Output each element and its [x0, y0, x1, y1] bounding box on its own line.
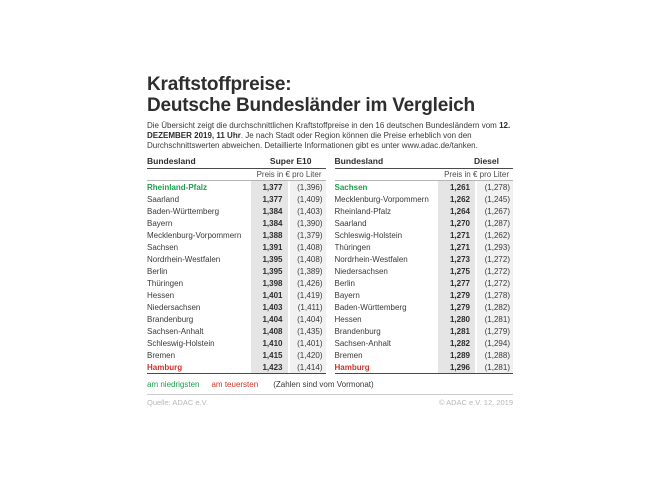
price-value: 1,280 — [438, 313, 475, 325]
table-row — [335, 181, 514, 193]
price-value: 1,391 — [251, 241, 288, 253]
description-date: 12. DEZEMBER 2019, 11 Uhr — [147, 121, 511, 140]
legend-lowest: am niedrigsten — [147, 380, 200, 389]
prev-month-value: (1,396) — [290, 181, 326, 193]
price-value: 1,270 — [438, 217, 475, 229]
price-value: 1,282 — [438, 337, 475, 349]
price-value: 1,289 — [438, 349, 475, 361]
table-row — [147, 289, 326, 301]
prev-month-value: (1,278) — [477, 289, 513, 301]
prev-month-value: (1,426) — [290, 277, 326, 289]
state-name: Sachsen — [147, 242, 179, 252]
state-name: Hessen — [334, 314, 362, 324]
state-name: Rheinland-Pfalz — [334, 206, 391, 216]
state-name: Sachsen-Anhalt — [147, 326, 204, 336]
state-name: Sachsen — [334, 182, 368, 192]
prev-month-value: (1,272) — [477, 277, 513, 289]
table-row — [335, 253, 514, 265]
prev-month-value: (1,401) — [290, 337, 326, 349]
table-row — [147, 301, 326, 313]
table-row — [335, 301, 514, 313]
fuel-table-diesel — [335, 156, 514, 374]
column-header-fuel: Super E10 — [269, 156, 312, 166]
state-name: Thüringen — [334, 242, 371, 252]
description — [147, 121, 513, 151]
state-name: Brandenburg — [334, 326, 381, 336]
state-name: Hamburg — [147, 362, 183, 372]
footer — [147, 394, 513, 407]
prev-month-value: (1,245) — [477, 193, 513, 205]
unit-label: Preis in € pro Liter — [335, 169, 514, 181]
price-value: 1,403 — [251, 301, 288, 313]
state-name: Saarland — [334, 218, 367, 228]
page-title-line1: Kraftstoffpreise: — [147, 74, 292, 95]
table-row — [335, 193, 514, 205]
table-body — [147, 181, 326, 374]
table-row — [147, 265, 326, 277]
price-value: 1,404 — [251, 313, 288, 325]
state-name: Berlin — [334, 278, 355, 288]
table-row — [147, 253, 326, 265]
state-name: Niedersachsen — [334, 266, 388, 276]
prev-month-value: (1,379) — [290, 229, 326, 241]
column-header-bundesland: Bundesland — [147, 156, 196, 166]
copyright-label: © ADAC e.V. 12. 2019 — [438, 398, 513, 407]
price-value: 1,271 — [438, 241, 475, 253]
state-name: Berlin — [147, 266, 168, 276]
prev-month-value: (1,281) — [477, 313, 513, 325]
prev-month-value: (1,420) — [290, 349, 326, 361]
price-value: 1,296 — [438, 361, 475, 373]
price-value: 1,384 — [251, 217, 288, 229]
prev-month-value: (1,414) — [290, 361, 326, 373]
infographic-content — [147, 74, 513, 407]
table-row — [335, 325, 514, 337]
price-value: 1,423 — [251, 361, 288, 373]
price-value: 1,262 — [438, 193, 475, 205]
table-row — [335, 337, 514, 349]
state-name: Baden-Württemberg — [334, 302, 407, 312]
price-value: 1,395 — [251, 265, 288, 277]
state-name: Schleswig-Holstein — [334, 230, 403, 240]
state-name: Hessen — [147, 290, 175, 300]
prev-month-value: (1,272) — [477, 253, 513, 265]
state-name: Nordrhein-Westfalen — [334, 254, 408, 264]
table-row — [335, 229, 514, 241]
price-value: 1,275 — [438, 265, 475, 277]
source-label: Quelle: ADAC e.V. — [147, 398, 209, 407]
description-part1: Die Übersicht zeigt die durchschnittlichen Kraftstoffpreise in den 16 deutschen Bundesländern vom — [147, 121, 500, 130]
table-row — [147, 181, 326, 193]
state-name: Nordrhein-Westfalen — [147, 254, 221, 264]
table-body — [335, 181, 514, 374]
table-row — [335, 217, 514, 229]
price-value: 1,377 — [251, 181, 288, 193]
price-value: 1,408 — [251, 325, 288, 337]
state-name: Niedersachsen — [147, 302, 201, 312]
prev-month-value: (1,390) — [290, 217, 326, 229]
prev-month-value: (1,435) — [290, 325, 326, 337]
prev-month-value: (1,272) — [477, 265, 513, 277]
price-value: 1,398 — [251, 277, 288, 289]
prev-month-value: (1,408) — [290, 253, 326, 265]
legend-highest: am teuersten — [211, 380, 259, 389]
price-tables — [147, 156, 513, 374]
prev-month-value: (1,403) — [290, 205, 326, 217]
state-name: Saarland — [147, 194, 180, 204]
prev-month-value: (1,262) — [477, 229, 513, 241]
table-header — [147, 156, 326, 169]
table-row — [147, 229, 326, 241]
state-name: Thüringen — [147, 278, 184, 288]
table-row — [147, 337, 326, 349]
prev-month-value: (1,411) — [290, 301, 326, 313]
prev-month-value: (1,419) — [290, 289, 326, 301]
price-value: 1,384 — [251, 205, 288, 217]
prev-month-value: (1,409) — [290, 193, 326, 205]
table-row — [147, 349, 326, 361]
prev-month-value: (1,279) — [477, 325, 513, 337]
table-row — [335, 313, 514, 325]
column-header-bundesland: Bundesland — [334, 156, 384, 166]
table-row — [147, 313, 326, 325]
price-value: 1,279 — [438, 289, 475, 301]
state-name: Schleswig-Holstein — [147, 338, 215, 348]
state-name: Brandenburg — [147, 314, 194, 324]
prev-month-value: (1,294) — [477, 337, 513, 349]
legend — [147, 380, 513, 389]
prev-month-value: (1,278) — [477, 181, 513, 193]
page-title — [147, 74, 513, 116]
prev-month-value: (1,282) — [477, 301, 513, 313]
state-name: Sachsen-Anhalt — [334, 338, 391, 348]
prev-month-value: (1,288) — [477, 349, 513, 361]
state-name: Hamburg — [334, 362, 370, 372]
state-name: Bremen — [147, 350, 176, 360]
price-value: 1,401 — [251, 289, 288, 301]
price-value: 1,264 — [438, 205, 475, 217]
prev-month-value: (1,408) — [290, 241, 326, 253]
state-name: Bayern — [147, 218, 173, 228]
state-name: Baden-Württemberg — [147, 206, 220, 216]
table-row — [147, 325, 326, 337]
price-value: 1,377 — [251, 193, 288, 205]
price-value: 1,273 — [438, 253, 475, 265]
legend-note: (Zahlen sind vom Vormonat) — [273, 380, 374, 389]
table-row — [147, 277, 326, 289]
table-row — [147, 361, 326, 373]
price-value: 1,410 — [251, 337, 288, 349]
table-row — [147, 193, 326, 205]
state-name: Mecklenburg-Vorpommern — [334, 194, 429, 204]
price-value: 1,271 — [438, 229, 475, 241]
table-row — [335, 289, 514, 301]
table-row — [147, 217, 326, 229]
state-name: Rheinland-Pfalz — [147, 182, 208, 192]
table-header — [335, 156, 514, 169]
price-value: 1,388 — [251, 229, 288, 241]
price-value: 1,277 — [438, 277, 475, 289]
prev-month-value: (1,267) — [477, 205, 513, 217]
table-row — [335, 349, 514, 361]
price-value: 1,261 — [438, 181, 475, 193]
table-row — [335, 361, 514, 373]
table-row — [335, 265, 514, 277]
description-part2: . Je nach Stadt oder Region können die Preise erheblich von den Durchschnittswerten abweichen. Detaillierte Informationen gibt es unter www.adac.de/tanken. — [147, 131, 478, 150]
page-title-line2: Deutsche Bundesländer im Vergleich — [147, 95, 475, 116]
fuel-table-super-e10 — [147, 156, 326, 374]
price-value: 1,395 — [251, 253, 288, 265]
prev-month-value: (1,287) — [477, 217, 513, 229]
prev-month-value: (1,389) — [290, 265, 326, 277]
table-row — [335, 241, 514, 253]
unit-label: Preis in € pro Liter — [147, 169, 326, 181]
price-value: 1,281 — [438, 325, 475, 337]
table-row — [335, 205, 514, 217]
prev-month-value: (1,404) — [290, 313, 326, 325]
state-name: Bremen — [334, 350, 363, 360]
price-value: 1,415 — [251, 349, 288, 361]
prev-month-value: (1,281) — [477, 361, 513, 373]
prev-month-value: (1,293) — [477, 241, 513, 253]
price-value: 1,279 — [438, 301, 475, 313]
state-name: Mecklenburg-Vorpommern — [147, 230, 242, 240]
column-header-fuel: Diesel — [473, 156, 499, 166]
table-row — [335, 277, 514, 289]
table-row — [147, 241, 326, 253]
state-name: Bayern — [334, 290, 360, 300]
table-row — [147, 205, 326, 217]
